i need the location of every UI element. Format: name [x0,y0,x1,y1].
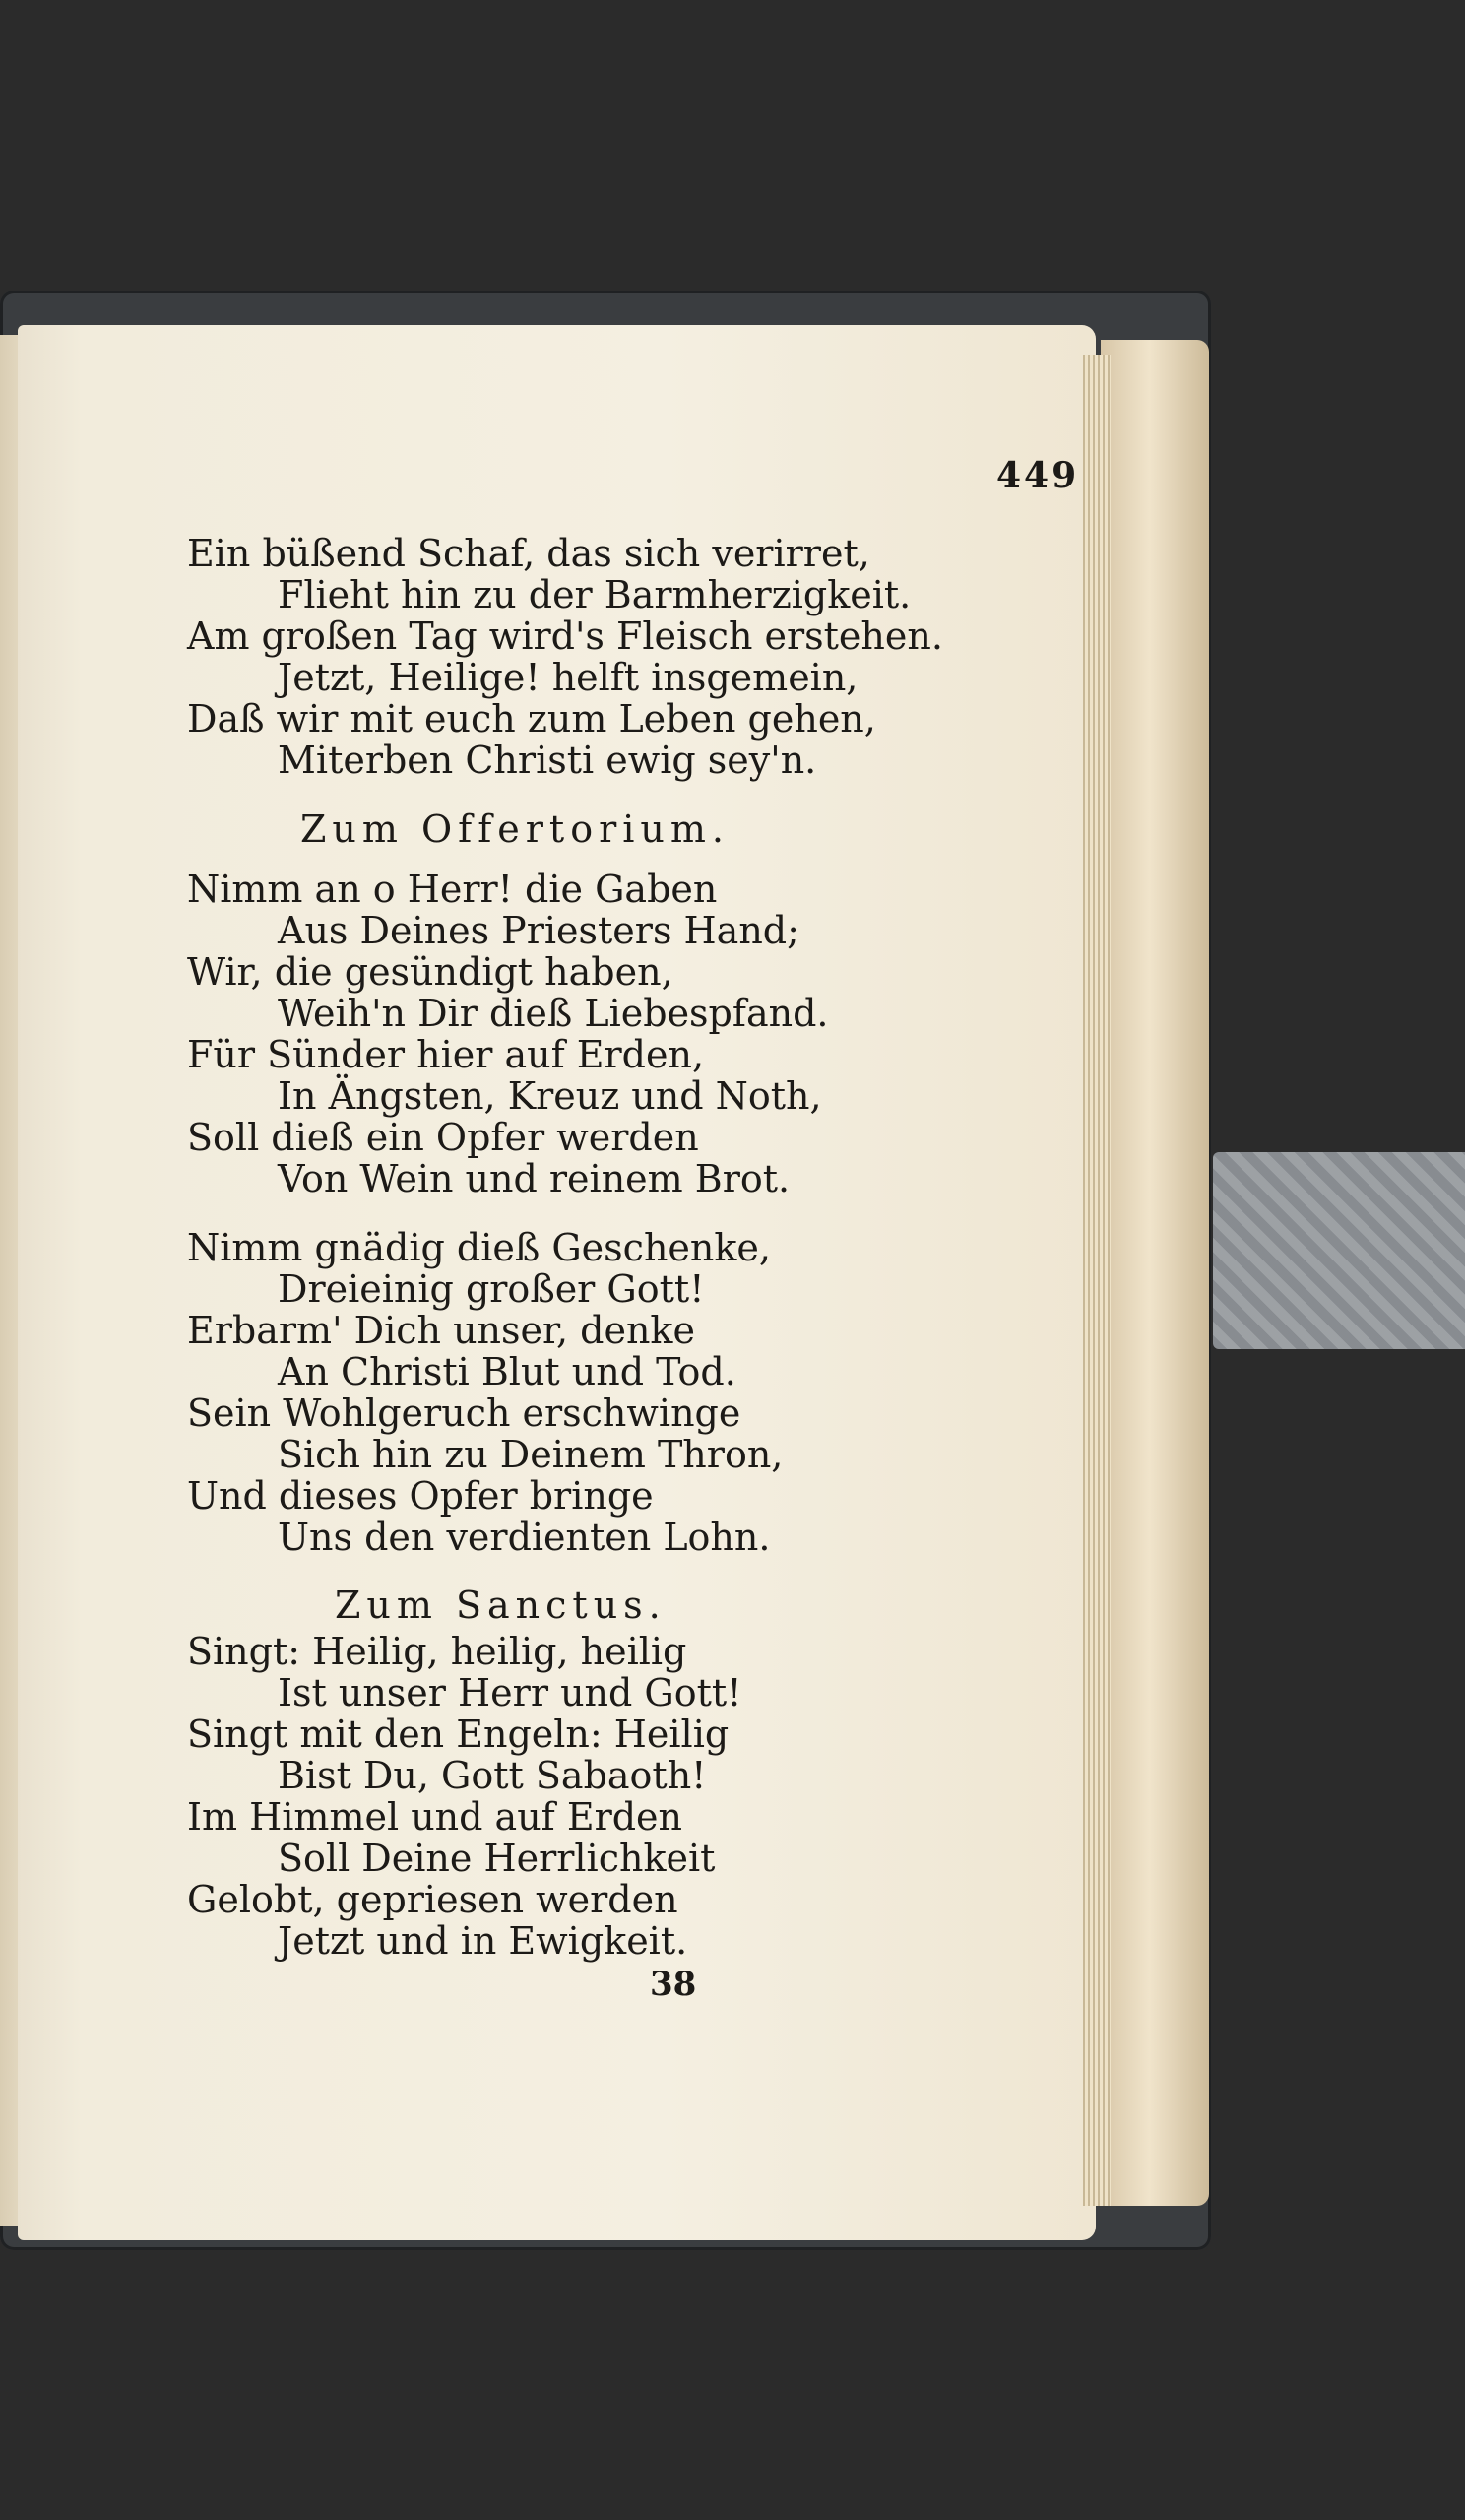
verse-line: Dreieinig großer Gott! [278,1267,705,1311]
section-heading-sanctus: Zum Sanctus. [335,1583,667,1627]
verse-line: Im Himmel und auf Erden [187,1795,683,1839]
page-edge [1101,340,1209,2206]
verse-line: Gelobt, gepriesen werden [187,1878,678,1921]
verse-line: Am großen Tag wird's Fleisch erstehen. [187,614,943,658]
verse-line: Aus Deines Priesters Hand; [278,909,799,952]
page-number: 449 [996,455,1080,496]
verse-line: Bist Du, Gott Sabaoth! [278,1754,707,1797]
verse-line: Singt mit den Engeln: Heilig [187,1712,730,1756]
verse-line: Nimm gnädig dieß Geschenke, [187,1226,771,1269]
verse-line: Uns den verdienten Lohn. [278,1516,771,1559]
verse-line: Jetzt, Heilige! helft insgemein, [278,656,859,699]
verse-line: Singt: Heilig, heilig, heilig [187,1630,687,1673]
verse-line: Für Sünder hier auf Erden, [187,1033,705,1076]
book-clasp [1213,1152,1465,1349]
verse-line: Jetzt und in Ewigkeit. [278,1919,688,1963]
verse-line: Erbarm' Dich unser, denke [187,1309,695,1352]
verse-line: Nimm an o Herr! die Gaben [187,868,718,911]
verse-line: In Ängsten, Kreuz und Noth, [278,1074,822,1118]
verse-line: Und dieses Opfer bringe [187,1474,654,1518]
verse-line: Daß wir mit euch zum Leben gehen, [187,697,876,741]
verse-line: Von Wein und reinem Brot. [278,1157,791,1200]
signature-mark: 38 [650,1965,697,2004]
verse-line: Miterben Christi ewig sey'n. [278,739,817,782]
verse-line: Sich hin zu Deinem Thron, [278,1433,784,1476]
verse-line: Flieht hin zu der Barmherzigkeit. [278,573,912,616]
verse-line: An Christi Blut und Tod. [278,1350,736,1393]
verse-line: Wir, die gesündigt haben, [187,950,673,994]
verse-line: Sein Wohlgeruch erschwinge [187,1391,741,1435]
verse-line: Weih'n Dir dieß Liebespfand. [278,992,829,1035]
page-stack-lines [1083,355,1111,2206]
verse-line: Ein büßend Schaf, das sich verirret, [187,532,870,575]
verse-line: Soll dieß ein Opfer werden [187,1116,699,1159]
verse-line: Ist unser Herr und Gott! [278,1671,742,1714]
section-heading-offertorium: Zum Offertorium. [300,808,730,851]
verse-line: Soll Deine Herrlichkeit [278,1837,716,1880]
